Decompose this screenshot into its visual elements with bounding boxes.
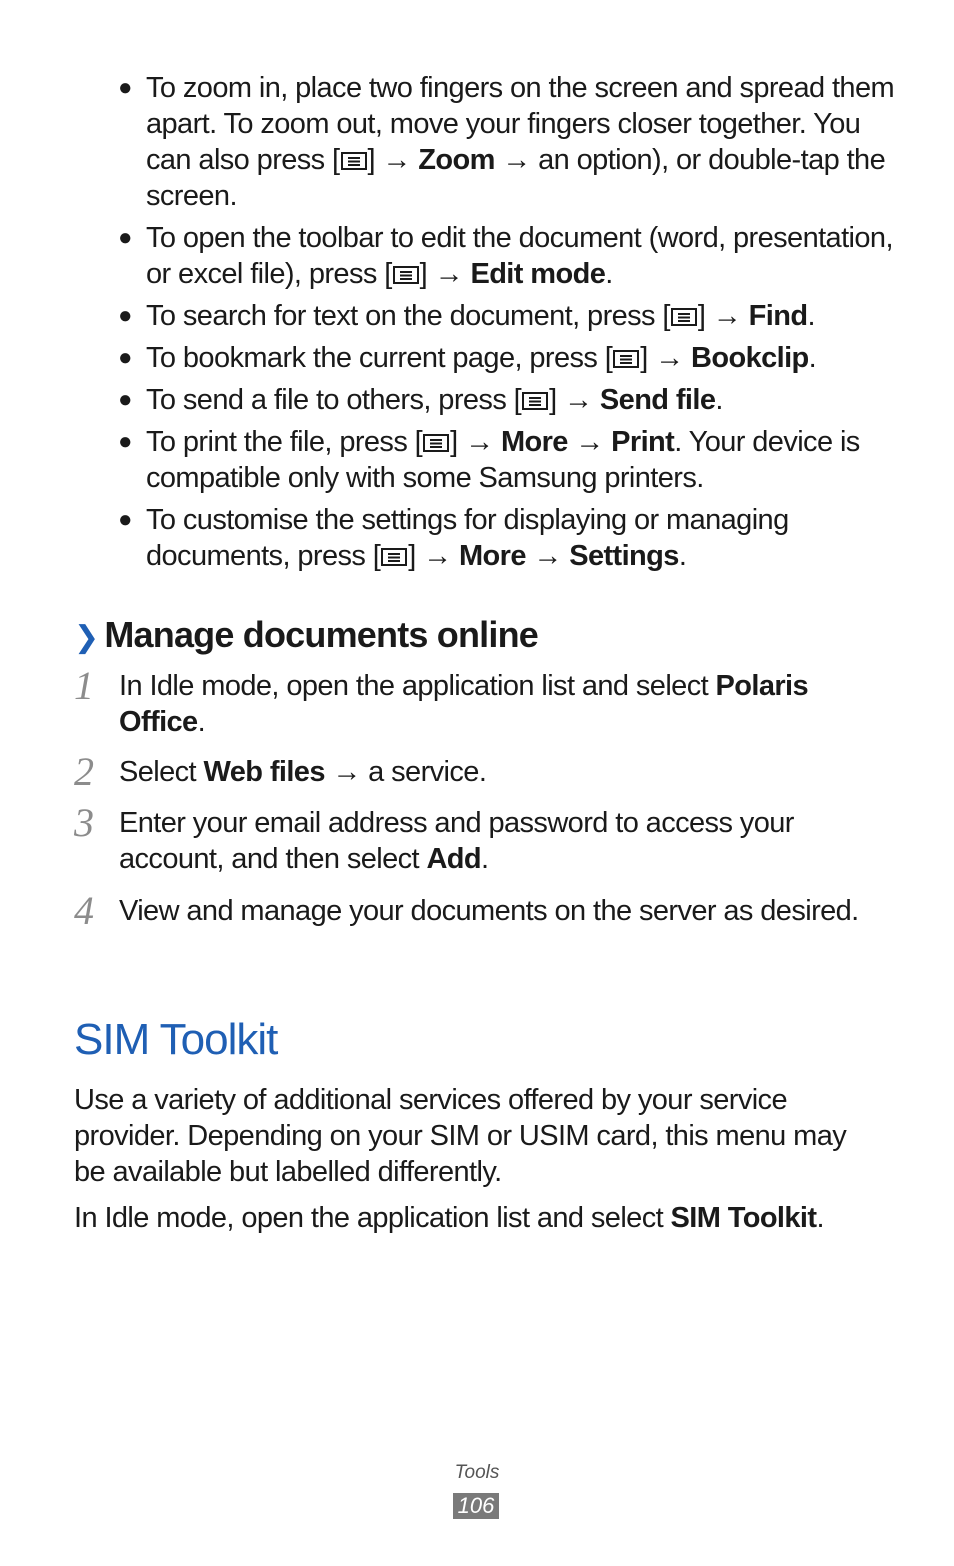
bullet-dot: ● — [118, 302, 132, 329]
menu-key-icon — [341, 151, 367, 171]
step-number: 3 — [74, 800, 94, 845]
bullet-text: ] → — [697, 300, 749, 332]
step-bold: Web files — [203, 756, 325, 788]
step-4 — [74, 888, 864, 933]
instruction-text: In Idle mode, open the application list and select — [74, 1202, 671, 1234]
step-text: . — [197, 706, 206, 738]
step-1 — [74, 663, 864, 740]
bullet-text: ] → — [450, 426, 501, 458]
step-3 — [74, 800, 864, 877]
bullet-text: ] → — [640, 342, 691, 374]
chevron-right-icon: ❯ — [74, 621, 99, 654]
bullet-bold: Find — [748, 300, 808, 332]
bullet-text: . — [678, 540, 687, 572]
steps-list — [74, 663, 864, 933]
instruction-text: . — [816, 1202, 824, 1234]
menu-key-icon — [423, 433, 449, 453]
menu-key-icon — [393, 265, 419, 285]
bullet-text: To print the file, press [ — [146, 426, 423, 458]
sim-toolkit-description: Use a variety of additional services offered by your service provider. Depending on your SIM or USIM card, this menu may be available but labelled differently. — [74, 1084, 847, 1188]
bullet-find — [118, 298, 908, 334]
bullet-dot: ● — [118, 386, 132, 413]
bullet-bold: Settings — [569, 540, 679, 572]
bullet-text: ] → — [419, 258, 471, 290]
bullet-bold: Print — [611, 426, 675, 458]
menu-key-icon — [522, 391, 548, 411]
bullet-zoom — [118, 70, 908, 214]
bullet-print — [118, 424, 908, 496]
page-number-badge: 106 — [453, 1493, 499, 1519]
bullet-text: To customise the settings for displaying or managing documents, press [ — [146, 504, 789, 572]
manage-documents-heading — [74, 612, 538, 661]
bullet-text: ] → — [549, 384, 600, 416]
step-text: → a service. — [324, 756, 487, 788]
bullet-bold: More — [500, 426, 568, 458]
bullet-dot: ● — [118, 224, 132, 251]
step-bold: Polaris Office — [119, 670, 809, 738]
bullet-bold: Edit mode — [470, 258, 606, 290]
bullet-dot: ● — [118, 74, 132, 101]
bullet-text: → — [525, 540, 570, 572]
bullet-dot: ● — [118, 344, 132, 371]
bullet-text: . Your device is compatible only with some Samsung printers. — [146, 426, 860, 494]
bullet-edit-mode — [118, 220, 908, 292]
bullet-text: To search for text on the document, press [ — [146, 300, 670, 332]
step-text: View and manage your documents on the server as desired. — [119, 895, 859, 927]
step-number: 1 — [74, 663, 94, 708]
bullet-text: → — [567, 426, 612, 458]
bullet-text: To send a file to others, press [ — [146, 384, 522, 416]
bullet-text: ] → — [408, 540, 459, 572]
step-bold: Add — [426, 843, 482, 875]
bullet-text: ] → — [367, 144, 419, 176]
step-2 — [74, 749, 864, 794]
bullet-text: . — [808, 342, 817, 374]
menu-key-icon — [671, 307, 697, 327]
bullet-list — [118, 70, 908, 580]
footer-section-label: Tools — [454, 1462, 500, 1483]
step-number: 2 — [74, 749, 94, 794]
menu-key-icon — [613, 349, 639, 369]
menu-key-icon — [381, 547, 407, 567]
bullet-text: To open the toolbar to edit the document (word, presentation, or excel file), press [ — [146, 222, 893, 290]
bullet-bold: Send file — [599, 384, 716, 416]
instruction-bold: SIM Toolkit — [670, 1202, 817, 1234]
bullet-send-file — [118, 382, 908, 418]
bullet-bookclip — [118, 340, 908, 376]
bullet-settings — [118, 502, 908, 574]
step-text: Enter your email address and password to access your account, and then select — [119, 807, 794, 875]
bullet-text: . — [605, 258, 613, 290]
bullet-text: To zoom in, place two fingers on the screen and spread them apart. To zoom out, move your fingers closer together. You can also press [ — [146, 72, 895, 176]
heading-text: Manage documents online — [104, 614, 539, 655]
bullet-bold: Bookclip — [691, 342, 809, 374]
step-text: In Idle mode, open the application list and select — [119, 670, 716, 702]
bullet-text: . — [715, 384, 723, 416]
step-text: Select — [119, 756, 204, 788]
sim-toolkit-instruction — [74, 1200, 874, 1236]
bullet-bold: Zoom — [418, 144, 495, 176]
sim-toolkit-title: SIM Toolkit — [74, 1015, 278, 1064]
bullet-text: → an option), or double-tap the screen. — [146, 144, 886, 212]
bullet-bold: More — [458, 540, 526, 572]
bullet-text: To bookmark the current page, press [ — [146, 342, 613, 374]
bullet-dot: ● — [118, 506, 132, 533]
bullet-dot: ● — [118, 428, 132, 455]
bullet-text: . — [807, 300, 815, 332]
step-text: . — [481, 843, 489, 875]
step-number: 4 — [74, 888, 94, 933]
